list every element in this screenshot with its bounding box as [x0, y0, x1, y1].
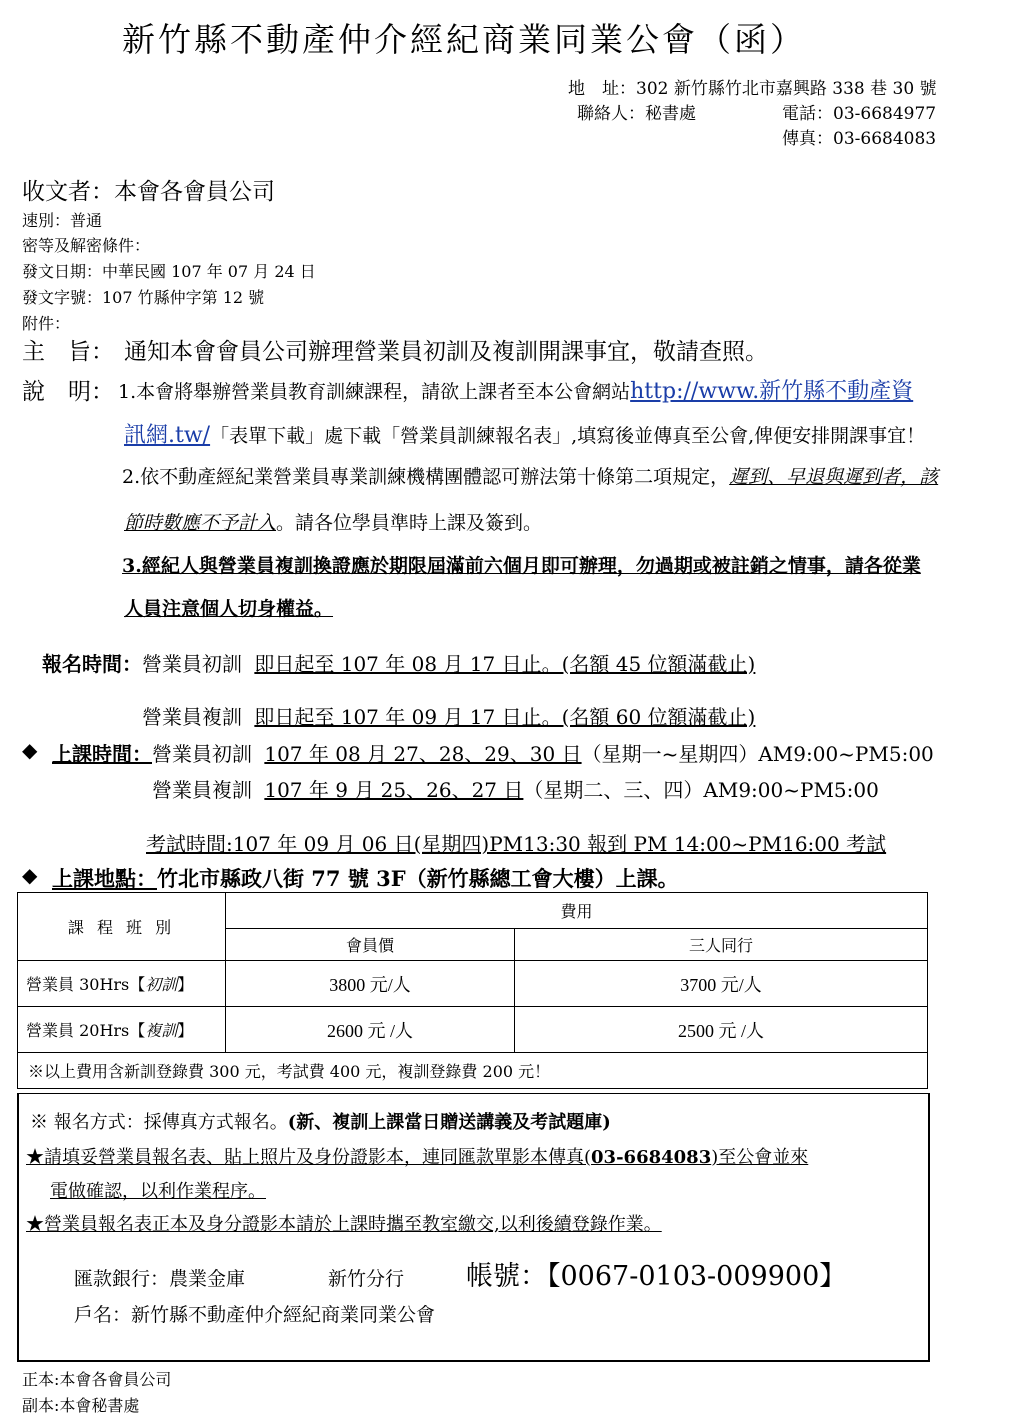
issue-number: 發文字號：107 竹縣仲字第 12 號 — [22, 288, 265, 307]
exam-time: 考試時間:107 年 09 月 06 日(星期四)PM13:30 報到 PM 14:00~PM16:00 考試 — [146, 832, 887, 856]
bank-name: 匯款銀行：農業金庫 — [74, 1268, 246, 1290]
row-group-price: 3700 元/人 — [515, 961, 928, 1007]
class-refresher-name: 營業員複訓 — [152, 778, 252, 802]
row-name: 營業員 20Hrs — [26, 1021, 130, 1040]
row-tag: 複訓 — [145, 1021, 178, 1040]
fax: 傳真：03-6684083 — [782, 129, 937, 149]
phone: 電話：03-6684977 — [782, 104, 937, 124]
item3-text-cont: 人員注意個人切身權益。 — [124, 598, 334, 620]
item1-text: 1.本會將舉辦營業員教育訓練課程，請欲上課者至本公會網站 — [118, 381, 631, 403]
row-member-price: 2600 元 /人 — [226, 1007, 515, 1053]
row-group-price: 2500 元 /人 — [515, 1007, 928, 1053]
item3-text: 3.經紀人與營業員複訓換證應於期限屆滿前六個月即可辦理，勿過期或被註銷之情事，請各從業 — [122, 555, 921, 577]
item2-text: 2.依不動產經紀業營業員專業訓練機構團體認可辦法第十條第二項規定， — [122, 466, 730, 488]
diamond-bullet-icon-2: ◆ — [22, 863, 38, 887]
fee-table — [17, 892, 928, 1089]
contact-person: 聯絡人：秘書處 — [577, 104, 696, 124]
original-recipient: 正本:本會各會員公司 — [22, 1370, 172, 1389]
document-title: 新竹縣不動產仲介經紀商業同業公會（函） — [122, 20, 806, 59]
item1-rest: 「表單下載」處下載「營業員訓練報名表」,填寫後並傳真至公會,俾便安排開課事宜！ — [210, 425, 926, 447]
fee-footnote: ※以上費用含新訓登錄費 300 元，考試費 400 元，複訓登錄費 200 元！ — [18, 1053, 928, 1089]
header-class: 課 程 班 別 — [18, 893, 226, 961]
website-link-cont[interactable]: 訊網.tw/ — [124, 423, 211, 448]
registration-label: 報名時間： — [42, 652, 142, 676]
registration-initial-name: 營業員初訓 — [142, 652, 242, 676]
account-holder: 戶名：新竹縣不動產仲介經紀商業同業公會 — [74, 1304, 436, 1326]
header-group-price: 三人同行 — [515, 929, 928, 961]
security: 密等及解密條件： — [22, 236, 151, 255]
row-member-price: 3800 元/人 — [226, 961, 515, 1007]
attachment: 附件： — [22, 314, 71, 333]
row-tag: 初訓 — [145, 975, 178, 994]
signup-step1-cont: 電做確認，以利作業程序。 — [50, 1181, 266, 1202]
signup-method-note: (新、複訓上課當日贈送講義及考試題庫) — [287, 1112, 611, 1133]
registration-initial-period: 即日起至 107 年 08 月 17 日止。(名額 45 位額滿截止) — [254, 652, 756, 676]
class-initial-name: 營業員初訓 — [152, 742, 252, 766]
bank-account: 帳號：【0067-0103-009900】 — [466, 1261, 847, 1292]
class-time-label: 上課時間： — [52, 742, 152, 766]
signup-step1: ★請填妥營業員報名表、貼上照片及身份證影本，連同匯款單影本傳真( — [26, 1147, 592, 1168]
bank-branch: 新竹分行 — [328, 1268, 405, 1290]
subject-label: 主 旨： — [22, 339, 114, 365]
speed: 速別：普通 — [22, 211, 103, 230]
class-refresher-hours: （星期二、三、四）AM9:00~PM5:00 — [523, 778, 879, 802]
signup-fax: 03-6684083 — [591, 1147, 712, 1168]
class-initial-dates: 107 年 08 月 27、28、29、30 日 — [264, 742, 582, 766]
registration-refresher-period: 即日起至 107 年 09 月 17 日止。(名額 60 位額滿截止) — [254, 705, 756, 729]
subject-text: 通知本會會員公司辦理營業員初訓及複訓開課事宜，敬請查照。 — [124, 339, 768, 365]
table-row: 營業員 30Hrs【初訓】 3800 元/人 3700 元/人 — [18, 961, 928, 1007]
row-name: 營業員 30Hrs — [26, 975, 130, 994]
header-member-price: 會員價 — [226, 929, 515, 961]
header-fee: 費用 — [226, 893, 928, 929]
signup-step2: ★營業員報名表正本及身分證影本請於上課時攜至教室繳交,以利後續登錄作業。 — [26, 1214, 662, 1235]
item2-emphasis: 遲到、早退與遲到者，該 — [729, 466, 939, 488]
item2-rest: 。請各位學員準時上課及簽到。 — [276, 512, 543, 534]
table-row: 營業員 20Hrs【複訓】 2600 元 /人 2500 元 /人 — [18, 1007, 928, 1053]
recipient: 收文者：本會各會員公司 — [22, 179, 275, 205]
signup-step1-rest: )至公會並來 — [711, 1147, 809, 1168]
diamond-bullet-icon: ◆ — [22, 738, 38, 762]
explanation-label: 說 明： — [22, 379, 114, 405]
address: 地 址：302 新竹縣竹北市嘉興路 338 巷 30 號 — [568, 79, 937, 99]
issue-date: 發文日期：中華民國 107 年 07 月 24 日 — [22, 262, 316, 281]
copy-recipient: 副本:本會秘書處 — [22, 1396, 140, 1415]
registration-refresher-name: 營業員複訓 — [142, 705, 242, 729]
website-link[interactable]: http://www.新竹縣不動產資 — [630, 379, 914, 404]
class-refresher-dates: 107 年 9 月 25、26、27 日 — [264, 778, 524, 802]
item2-emphasis-cont: 節時數應不予計入 — [124, 512, 277, 534]
location-text: 竹北市縣政八街 77 號 3F（新竹縣總工會大樓）上課。 — [157, 866, 679, 891]
class-initial-hours: （星期一~星期四）AM9:00~PM5:00 — [581, 742, 934, 766]
signup-method: ※ 報名方式：採傳真方式報名。 — [30, 1112, 288, 1133]
location-label: 上課地點： — [52, 866, 157, 891]
